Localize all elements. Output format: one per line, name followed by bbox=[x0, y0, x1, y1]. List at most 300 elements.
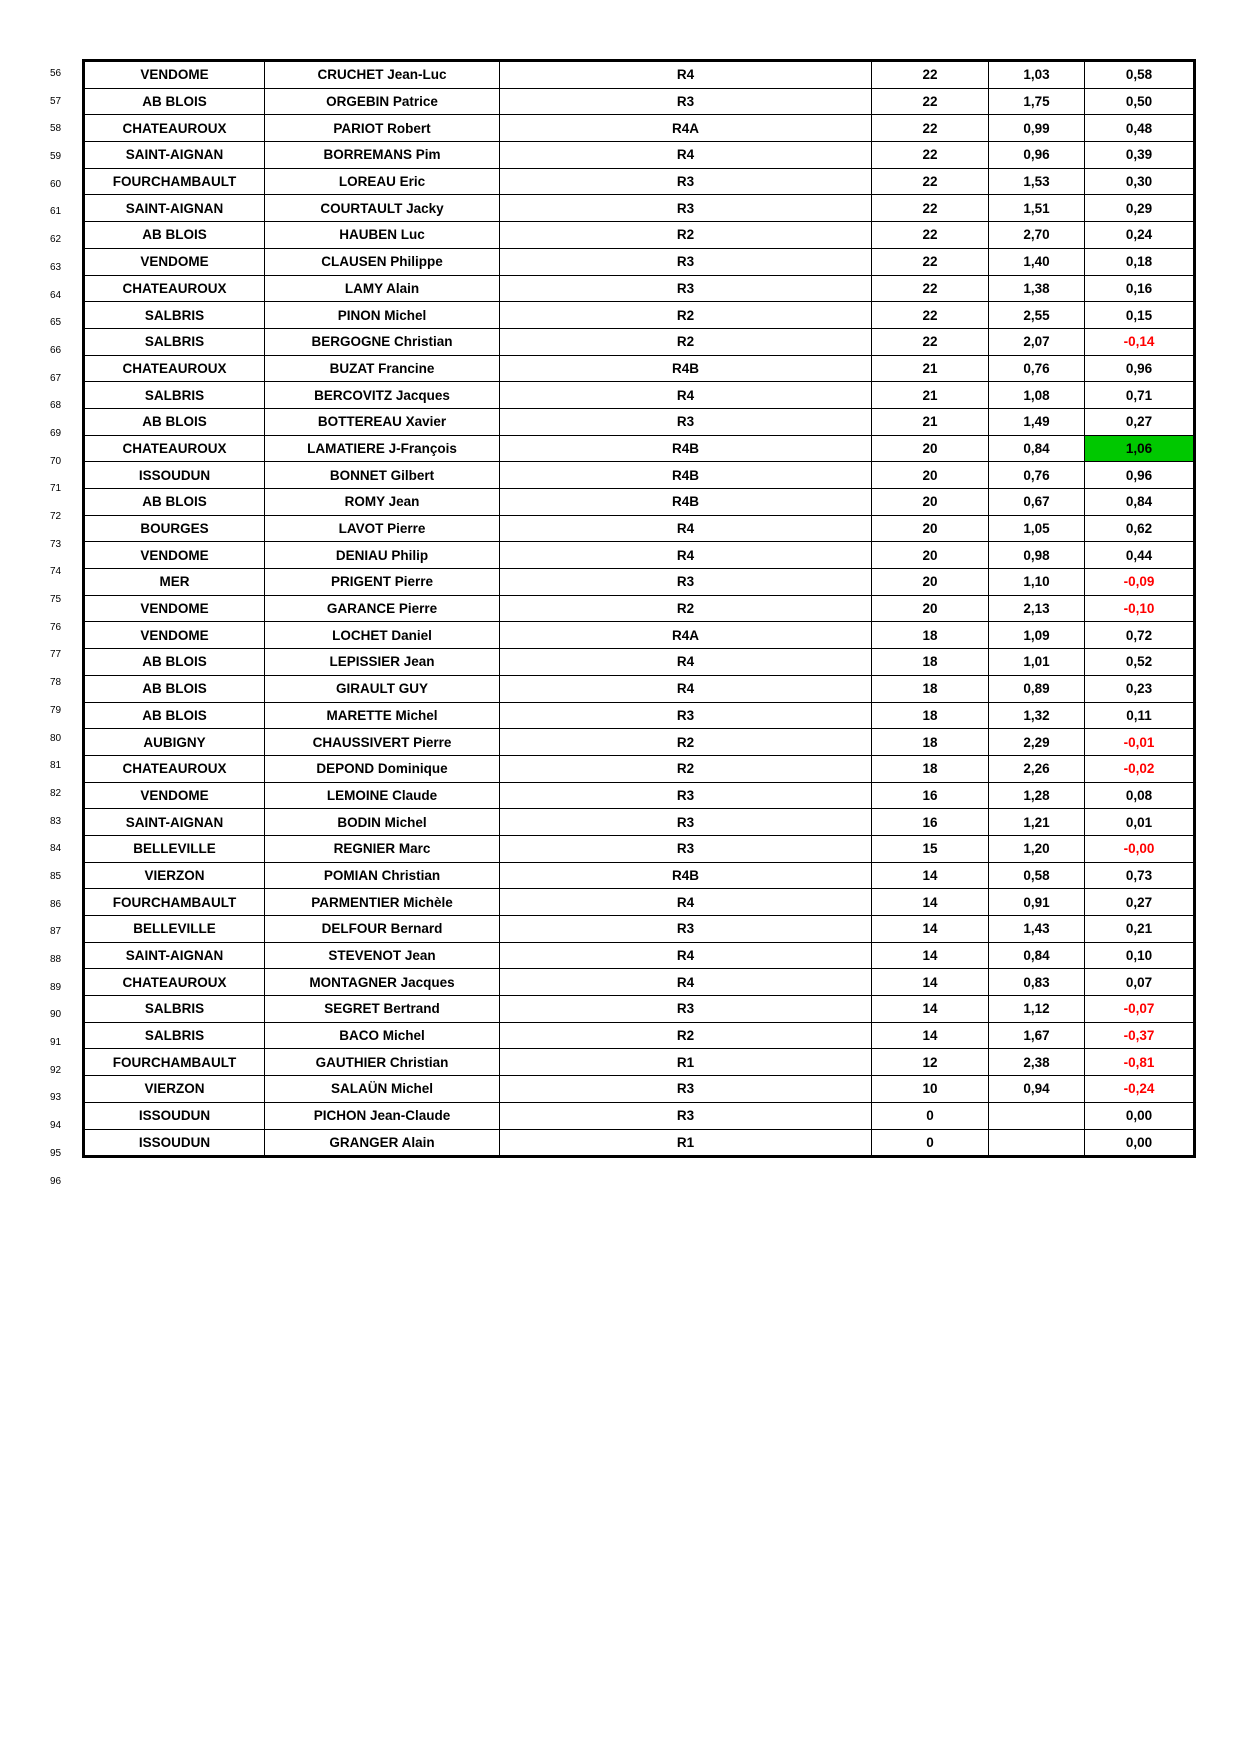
table-row bbox=[84, 275, 1195, 302]
ratio-cell: 1,10 bbox=[989, 569, 1085, 596]
score-cell: 0,01 bbox=[1085, 809, 1195, 836]
table-row bbox=[84, 1129, 1195, 1157]
player-name-cell: BUZAT Francine bbox=[265, 355, 500, 382]
row-number: 93 bbox=[50, 1092, 62, 1104]
row-number: 80 bbox=[50, 732, 62, 744]
category-cell: R4 bbox=[500, 542, 872, 569]
ratio-cell: 1,20 bbox=[989, 835, 1085, 862]
row-number: 75 bbox=[50, 594, 62, 606]
club-cell: VIERZON bbox=[84, 1076, 265, 1103]
ratio-cell: 1,75 bbox=[989, 88, 1085, 115]
club-cell: FOURCHAMBAULT bbox=[84, 1049, 265, 1076]
score-cell: -0,07 bbox=[1085, 996, 1195, 1023]
table-row bbox=[84, 302, 1195, 329]
player-name-cell: CRUCHET Jean-Luc bbox=[265, 61, 500, 89]
club-cell: CHATEAUROUX bbox=[84, 115, 265, 142]
score-cell: 0,15 bbox=[1085, 302, 1195, 329]
player-name-cell: BOTTEREAU Xavier bbox=[265, 408, 500, 435]
row-number: 84 bbox=[50, 843, 62, 855]
points-cell: 22 bbox=[872, 248, 989, 275]
ratio-cell: 0,96 bbox=[989, 142, 1085, 169]
player-name-cell: BODIN Michel bbox=[265, 809, 500, 836]
player-name-cell: SEGRET Bertrand bbox=[265, 996, 500, 1023]
club-cell: SALBRIS bbox=[84, 996, 265, 1023]
table-row bbox=[84, 675, 1195, 702]
player-name-cell: DELFOUR Bernard bbox=[265, 916, 500, 943]
ratio-cell: 1,49 bbox=[989, 408, 1085, 435]
score-cell: 0,18 bbox=[1085, 248, 1195, 275]
table-row bbox=[84, 222, 1195, 249]
row-number: 86 bbox=[50, 898, 62, 910]
table-row bbox=[84, 115, 1195, 142]
player-name-cell: ROMY Jean bbox=[265, 489, 500, 516]
table-row bbox=[84, 782, 1195, 809]
category-cell: R2 bbox=[500, 1022, 872, 1049]
ratio-cell: 0,58 bbox=[989, 862, 1085, 889]
category-cell: R2 bbox=[500, 755, 872, 782]
player-name-cell: BONNET Gilbert bbox=[265, 462, 500, 489]
points-cell: 18 bbox=[872, 729, 989, 756]
category-cell: R4A bbox=[500, 622, 872, 649]
category-cell: R3 bbox=[500, 168, 872, 195]
points-cell: 12 bbox=[872, 1049, 989, 1076]
points-cell: 14 bbox=[872, 1022, 989, 1049]
row-number: 76 bbox=[50, 621, 62, 633]
score-cell: 0,58 bbox=[1085, 61, 1195, 89]
category-cell: R4 bbox=[500, 515, 872, 542]
category-cell: R3 bbox=[500, 835, 872, 862]
player-name-cell: STEVENOT Jean bbox=[265, 942, 500, 969]
points-cell: 20 bbox=[872, 462, 989, 489]
player-name-cell: PINON Michel bbox=[265, 302, 500, 329]
club-cell: AB BLOIS bbox=[84, 702, 265, 729]
player-name-cell: BERGOGNE Christian bbox=[265, 328, 500, 355]
points-cell: 15 bbox=[872, 835, 989, 862]
player-name-cell: SALAÜN Michel bbox=[265, 1076, 500, 1103]
category-cell: R3 bbox=[500, 569, 872, 596]
points-cell: 20 bbox=[872, 542, 989, 569]
category-cell: R4B bbox=[500, 862, 872, 889]
score-cell: 0,00 bbox=[1085, 1102, 1195, 1129]
player-name-cell: MARETTE Michel bbox=[265, 702, 500, 729]
player-name-cell: PARMENTIER Michèle bbox=[265, 889, 500, 916]
player-name-cell: CHAUSSIVERT Pierre bbox=[265, 729, 500, 756]
club-cell: VENDOME bbox=[84, 622, 265, 649]
player-name-cell: PARIOT Robert bbox=[265, 115, 500, 142]
category-cell: R4 bbox=[500, 675, 872, 702]
ratio-cell: 0,84 bbox=[989, 435, 1085, 462]
table-row bbox=[84, 195, 1195, 222]
category-cell: R3 bbox=[500, 916, 872, 943]
player-name-cell: DENIAU Philip bbox=[265, 542, 500, 569]
table-row bbox=[84, 88, 1195, 115]
club-cell: MER bbox=[84, 569, 265, 596]
player-name-cell: CLAUSEN Philippe bbox=[265, 248, 500, 275]
points-cell: 22 bbox=[872, 61, 989, 89]
player-name-cell: GARANCE Pierre bbox=[265, 595, 500, 622]
score-cell: -0,37 bbox=[1085, 1022, 1195, 1049]
score-cell: -0,02 bbox=[1085, 755, 1195, 782]
row-number: 66 bbox=[50, 344, 62, 356]
player-name-cell: LAVOT Pierre bbox=[265, 515, 500, 542]
player-name-cell: REGNIER Marc bbox=[265, 835, 500, 862]
category-cell: R3 bbox=[500, 809, 872, 836]
row-number: 69 bbox=[50, 427, 62, 439]
points-cell: 16 bbox=[872, 782, 989, 809]
ratio-cell: 1,40 bbox=[989, 248, 1085, 275]
points-cell: 14 bbox=[872, 916, 989, 943]
category-cell: R4 bbox=[500, 969, 872, 996]
ratio-cell: 1,09 bbox=[989, 622, 1085, 649]
category-cell: R2 bbox=[500, 595, 872, 622]
table-row bbox=[84, 702, 1195, 729]
ratio-cell: 1,38 bbox=[989, 275, 1085, 302]
club-cell: SALBRIS bbox=[84, 382, 265, 409]
club-cell: AB BLOIS bbox=[84, 649, 265, 676]
points-cell: 20 bbox=[872, 515, 989, 542]
score-cell: 0,96 bbox=[1085, 355, 1195, 382]
table-row bbox=[84, 168, 1195, 195]
table-row bbox=[84, 569, 1195, 596]
row-number: 81 bbox=[50, 760, 62, 772]
table-row bbox=[84, 916, 1195, 943]
ranking-table bbox=[82, 59, 1196, 1158]
table-row bbox=[84, 649, 1195, 676]
player-name-cell: ORGEBIN Patrice bbox=[265, 88, 500, 115]
club-cell: SALBRIS bbox=[84, 302, 265, 329]
score-cell: -0,24 bbox=[1085, 1076, 1195, 1103]
table-row bbox=[84, 1022, 1195, 1049]
player-name-cell: LOREAU Eric bbox=[265, 168, 500, 195]
club-cell: AUBIGNY bbox=[84, 729, 265, 756]
score-cell: 0,08 bbox=[1085, 782, 1195, 809]
ratio-cell: 1,08 bbox=[989, 382, 1085, 409]
score-cell: 0,23 bbox=[1085, 675, 1195, 702]
category-cell: R3 bbox=[500, 275, 872, 302]
player-name-cell: LEMOINE Claude bbox=[265, 782, 500, 809]
ratio-cell: 1,67 bbox=[989, 1022, 1085, 1049]
score-cell: 0,29 bbox=[1085, 195, 1195, 222]
points-cell: 22 bbox=[872, 328, 989, 355]
points-cell: 20 bbox=[872, 489, 989, 516]
table-row bbox=[84, 515, 1195, 542]
club-cell: CHATEAUROUX bbox=[84, 435, 265, 462]
row-number: 91 bbox=[50, 1037, 62, 1049]
points-cell: 14 bbox=[872, 889, 989, 916]
row-number: 63 bbox=[50, 261, 62, 273]
ratio-cell: 1,03 bbox=[989, 61, 1085, 89]
category-cell: R3 bbox=[500, 782, 872, 809]
score-cell: 0,27 bbox=[1085, 408, 1195, 435]
ratio-cell: 0,76 bbox=[989, 462, 1085, 489]
category-cell: R3 bbox=[500, 996, 872, 1023]
category-cell: R4 bbox=[500, 142, 872, 169]
points-cell: 18 bbox=[872, 649, 989, 676]
points-cell: 22 bbox=[872, 115, 989, 142]
score-cell: 0,96 bbox=[1085, 462, 1195, 489]
table-row bbox=[84, 1049, 1195, 1076]
points-cell: 20 bbox=[872, 569, 989, 596]
category-cell: R4 bbox=[500, 889, 872, 916]
points-cell: 20 bbox=[872, 595, 989, 622]
category-cell: R3 bbox=[500, 702, 872, 729]
player-name-cell: LEPISSIER Jean bbox=[265, 649, 500, 676]
table-row bbox=[84, 1102, 1195, 1129]
row-number: 67 bbox=[50, 372, 62, 384]
row-number: 71 bbox=[50, 483, 62, 495]
row-number: 96 bbox=[50, 1175, 62, 1187]
score-cell: 0,71 bbox=[1085, 382, 1195, 409]
category-cell: R4 bbox=[500, 382, 872, 409]
points-cell: 22 bbox=[872, 168, 989, 195]
points-cell: 0 bbox=[872, 1102, 989, 1129]
ratio-cell: 2,13 bbox=[989, 595, 1085, 622]
club-cell: ISSOUDUN bbox=[84, 1102, 265, 1129]
club-cell: AB BLOIS bbox=[84, 489, 265, 516]
category-cell: R3 bbox=[500, 195, 872, 222]
ratio-cell: 0,76 bbox=[989, 355, 1085, 382]
table-row bbox=[84, 408, 1195, 435]
player-name-cell: LOCHET Daniel bbox=[265, 622, 500, 649]
club-cell: ISSOUDUN bbox=[84, 1129, 265, 1157]
ratio-cell: 0,67 bbox=[989, 489, 1085, 516]
table-row bbox=[84, 942, 1195, 969]
points-cell: 18 bbox=[872, 622, 989, 649]
ratio-cell: 0,84 bbox=[989, 942, 1085, 969]
ratio-cell: 0,98 bbox=[989, 542, 1085, 569]
category-cell: R3 bbox=[500, 88, 872, 115]
points-cell: 14 bbox=[872, 996, 989, 1023]
points-cell: 14 bbox=[872, 969, 989, 996]
table-row bbox=[84, 755, 1195, 782]
points-cell: 21 bbox=[872, 382, 989, 409]
table-row bbox=[84, 969, 1195, 996]
ratio-cell: 2,26 bbox=[989, 755, 1085, 782]
table-row bbox=[84, 889, 1195, 916]
club-cell: AB BLOIS bbox=[84, 408, 265, 435]
club-cell: SALBRIS bbox=[84, 1022, 265, 1049]
row-number: 79 bbox=[50, 704, 62, 716]
row-number: 61 bbox=[50, 206, 62, 218]
category-cell: R4A bbox=[500, 115, 872, 142]
category-cell: R3 bbox=[500, 248, 872, 275]
category-cell: R2 bbox=[500, 222, 872, 249]
score-cell: 0,30 bbox=[1085, 168, 1195, 195]
club-cell: BOURGES bbox=[84, 515, 265, 542]
row-number: 56 bbox=[50, 68, 62, 79]
category-cell: R2 bbox=[500, 302, 872, 329]
club-cell: FOURCHAMBAULT bbox=[84, 168, 265, 195]
ratio-cell bbox=[989, 1102, 1085, 1129]
category-cell: R4 bbox=[500, 649, 872, 676]
club-cell: VENDOME bbox=[84, 595, 265, 622]
score-cell: 0,27 bbox=[1085, 889, 1195, 916]
category-cell: R4B bbox=[500, 462, 872, 489]
table-row bbox=[84, 622, 1195, 649]
score-cell: 0,16 bbox=[1085, 275, 1195, 302]
points-cell: 22 bbox=[872, 222, 989, 249]
score-cell: 0,21 bbox=[1085, 916, 1195, 943]
category-cell: R4B bbox=[500, 435, 872, 462]
category-cell: R1 bbox=[500, 1049, 872, 1076]
ratio-cell: 1,28 bbox=[989, 782, 1085, 809]
ratio-cell: 2,55 bbox=[989, 302, 1085, 329]
score-cell: 0,24 bbox=[1085, 222, 1195, 249]
ratio-cell: 1,43 bbox=[989, 916, 1085, 943]
club-cell: SALBRIS bbox=[84, 328, 265, 355]
score-cell: 0,00 bbox=[1085, 1129, 1195, 1157]
club-cell: BELLEVILLE bbox=[84, 916, 265, 943]
club-cell: SAINT-AIGNAN bbox=[84, 195, 265, 222]
row-number: 90 bbox=[50, 1009, 62, 1021]
table-row bbox=[84, 61, 1195, 89]
score-cell: 1,06 bbox=[1085, 435, 1195, 462]
player-name-cell: HAUBEN Luc bbox=[265, 222, 500, 249]
ratio-cell: 1,01 bbox=[989, 649, 1085, 676]
row-number: 73 bbox=[50, 538, 62, 550]
player-name-cell: BORREMANS Pim bbox=[265, 142, 500, 169]
points-cell: 22 bbox=[872, 88, 989, 115]
player-name-cell: COURTAULT Jacky bbox=[265, 195, 500, 222]
club-cell: AB BLOIS bbox=[84, 675, 265, 702]
table-row bbox=[84, 142, 1195, 169]
score-cell: 0,73 bbox=[1085, 862, 1195, 889]
club-cell: CHATEAUROUX bbox=[84, 355, 265, 382]
ratio-cell: 1,53 bbox=[989, 168, 1085, 195]
points-cell: 20 bbox=[872, 435, 989, 462]
score-cell: 0,50 bbox=[1085, 88, 1195, 115]
row-number: 62 bbox=[50, 234, 62, 246]
category-cell: R2 bbox=[500, 328, 872, 355]
table-row bbox=[84, 729, 1195, 756]
category-cell: R1 bbox=[500, 1129, 872, 1157]
row-number: 72 bbox=[50, 511, 62, 522]
club-cell: AB BLOIS bbox=[84, 222, 265, 249]
points-cell: 22 bbox=[872, 195, 989, 222]
club-cell: VIERZON bbox=[84, 862, 265, 889]
table-row bbox=[84, 435, 1195, 462]
points-cell: 21 bbox=[872, 355, 989, 382]
row-number: 88 bbox=[50, 954, 62, 965]
ratio-cell: 2,07 bbox=[989, 328, 1085, 355]
table-row bbox=[84, 542, 1195, 569]
table-row bbox=[84, 248, 1195, 275]
player-name-cell: LAMATIERE J-François bbox=[265, 435, 500, 462]
row-number: 78 bbox=[50, 677, 62, 689]
score-cell: -0,81 bbox=[1085, 1049, 1195, 1076]
table-row bbox=[84, 862, 1195, 889]
row-number: 64 bbox=[50, 289, 62, 301]
points-cell: 14 bbox=[872, 942, 989, 969]
score-cell: -0,01 bbox=[1085, 729, 1195, 756]
row-number: 92 bbox=[50, 1064, 62, 1076]
club-cell: VENDOME bbox=[84, 782, 265, 809]
points-cell: 14 bbox=[872, 862, 989, 889]
category-cell: R4 bbox=[500, 61, 872, 89]
points-cell: 18 bbox=[872, 702, 989, 729]
ratio-cell bbox=[989, 1129, 1085, 1157]
club-cell: CHATEAUROUX bbox=[84, 275, 265, 302]
ratio-cell: 1,32 bbox=[989, 702, 1085, 729]
ratio-cell: 1,12 bbox=[989, 996, 1085, 1023]
table-row bbox=[84, 1076, 1195, 1103]
row-number: 74 bbox=[50, 566, 62, 578]
row-number: 68 bbox=[50, 400, 62, 412]
table-row bbox=[84, 382, 1195, 409]
row-number: 70 bbox=[50, 455, 62, 467]
score-cell: -0,00 bbox=[1085, 835, 1195, 862]
score-cell: 0,48 bbox=[1085, 115, 1195, 142]
row-number: 95 bbox=[50, 1147, 62, 1159]
score-cell: 0,07 bbox=[1085, 969, 1195, 996]
club-cell: VENDOME bbox=[84, 61, 265, 89]
score-cell: 0,10 bbox=[1085, 942, 1195, 969]
table-row bbox=[84, 595, 1195, 622]
row-number: 58 bbox=[50, 123, 62, 135]
row-number: 87 bbox=[50, 926, 62, 938]
player-name-cell: LAMY Alain bbox=[265, 275, 500, 302]
club-cell: ISSOUDUN bbox=[84, 462, 265, 489]
club-cell: VENDOME bbox=[84, 248, 265, 275]
table-row bbox=[84, 809, 1195, 836]
player-name-cell: PICHON Jean-Claude bbox=[265, 1102, 500, 1129]
club-cell: VENDOME bbox=[84, 542, 265, 569]
category-cell: R4B bbox=[500, 489, 872, 516]
score-cell: 0,72 bbox=[1085, 622, 1195, 649]
row-number: 60 bbox=[50, 178, 62, 190]
score-cell: -0,10 bbox=[1085, 595, 1195, 622]
ranking-table-body bbox=[84, 61, 1195, 1157]
club-cell: FOURCHAMBAULT bbox=[84, 889, 265, 916]
ratio-cell: 1,21 bbox=[989, 809, 1085, 836]
points-cell: 18 bbox=[872, 675, 989, 702]
category-cell: R3 bbox=[500, 408, 872, 435]
row-number: 57 bbox=[50, 95, 62, 107]
player-name-cell: GIRAULT GUY bbox=[265, 675, 500, 702]
ratio-cell: 0,99 bbox=[989, 115, 1085, 142]
player-name-cell: BACO Michel bbox=[265, 1022, 500, 1049]
points-cell: 18 bbox=[872, 755, 989, 782]
points-cell: 22 bbox=[872, 275, 989, 302]
points-cell: 10 bbox=[872, 1076, 989, 1103]
player-name-cell: GAUTHIER Christian bbox=[265, 1049, 500, 1076]
ratio-cell: 0,94 bbox=[989, 1076, 1085, 1103]
player-name-cell: PRIGENT Pierre bbox=[265, 569, 500, 596]
player-name-cell: POMIAN Christian bbox=[265, 862, 500, 889]
ratio-cell: 2,29 bbox=[989, 729, 1085, 756]
ratio-cell: 0,89 bbox=[989, 675, 1085, 702]
row-number: 65 bbox=[50, 317, 62, 329]
score-cell: 0,44 bbox=[1085, 542, 1195, 569]
ratio-cell: 0,91 bbox=[989, 889, 1085, 916]
club-cell: AB BLOIS bbox=[84, 88, 265, 115]
points-cell: 22 bbox=[872, 302, 989, 329]
category-cell: R2 bbox=[500, 729, 872, 756]
club-cell: BELLEVILLE bbox=[84, 835, 265, 862]
points-cell: 16 bbox=[872, 809, 989, 836]
ratio-cell: 2,70 bbox=[989, 222, 1085, 249]
score-cell: 0,52 bbox=[1085, 649, 1195, 676]
club-cell: SAINT-AIGNAN bbox=[84, 142, 265, 169]
table-row bbox=[84, 835, 1195, 862]
category-cell: R4B bbox=[500, 355, 872, 382]
row-number: 82 bbox=[50, 787, 62, 799]
score-cell: -0,14 bbox=[1085, 328, 1195, 355]
ratio-cell: 0,83 bbox=[989, 969, 1085, 996]
table-row bbox=[84, 996, 1195, 1023]
ratio-cell: 1,05 bbox=[989, 515, 1085, 542]
club-cell: CHATEAUROUX bbox=[84, 755, 265, 782]
